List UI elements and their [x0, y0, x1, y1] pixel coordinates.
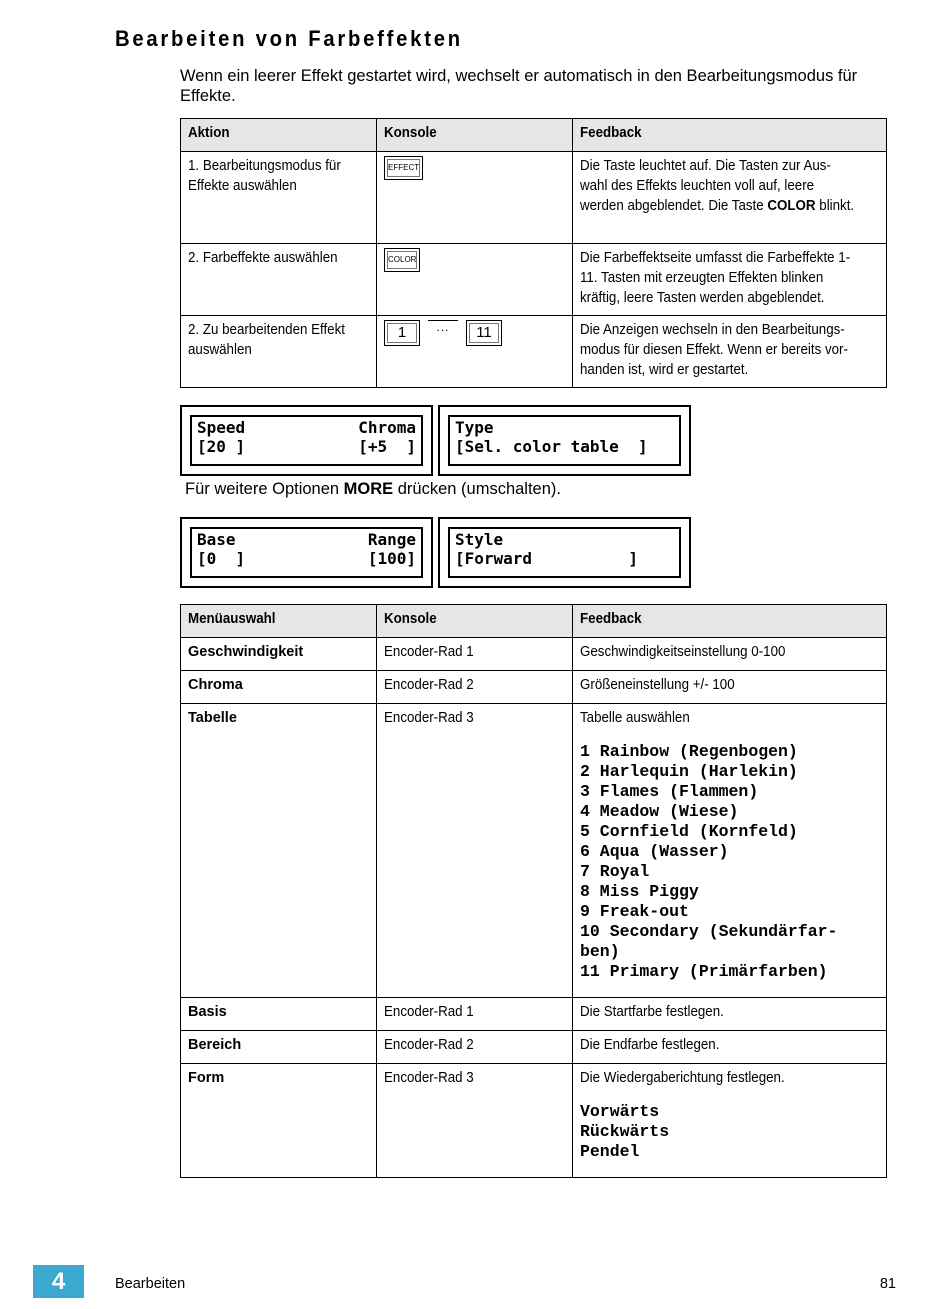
console-cell: [377, 316, 573, 388]
header-menuauswahl: Menüauswahl: [181, 605, 377, 638]
color-table-list: [580, 742, 879, 982]
list-item: 5 Cornfield (Kornfeld): [580, 822, 798, 841]
console-cell: Encoder-Rad 1: [377, 638, 573, 671]
feedback-cell: Die Wiedergaberichtung festlegen. Vorwärts Rückwärts Pendel: [573, 1064, 887, 1178]
feedback-cell: Die Anzeigen wechseln in den Bearbeitungs-modus für diesen Effekt. Wenn er bereits vor-handen ist, wird er gestartet.: [573, 316, 887, 388]
list-item: 9 Freak-out: [580, 902, 689, 921]
table-row: [181, 704, 887, 998]
table-header-row: [181, 119, 887, 152]
menu-cell: Geschwindigkeit: [181, 638, 377, 671]
table-row: [181, 244, 887, 316]
list-item: 6 Aqua (Wasser): [580, 842, 729, 861]
console-cell: [377, 152, 573, 244]
chapter-badge: 4: [33, 1265, 84, 1298]
feedback-cell: Die Taste leuchtet auf. Die Tasten zur Aus-wahl des Effekts leuchten voll auf, leere werden abgeblendet. Die Taste COLOR blinkt.: [573, 152, 887, 244]
menu-cell: Tabelle: [181, 704, 377, 998]
list-item: 3 Flames (Flammen): [580, 782, 759, 801]
list-item: Vorwärts: [580, 1102, 660, 1121]
number-key-1: 1: [384, 320, 420, 346]
console-cell: Encoder-Rad 2: [377, 671, 573, 704]
console-cell: [377, 244, 573, 316]
intro-paragraph: Wenn ein leerer Effekt gestartet wird, wechselt er automatisch in den Bearbeitungsmodus für Effekte.: [180, 67, 858, 105]
header-konsole: Konsole: [377, 119, 573, 152]
menu-cell: Basis: [181, 998, 377, 1031]
feedback-cell: Die Endfarbe festlegen.: [573, 1031, 887, 1064]
effect-key: EFFECT: [384, 156, 423, 180]
table-row: [181, 316, 887, 388]
ellipsis: ...: [428, 320, 458, 333]
table-header-row: [181, 605, 887, 638]
menu-table: [180, 604, 887, 1178]
table-row: [181, 152, 887, 244]
console-cell: Encoder-Rad 3: [377, 1064, 573, 1178]
list-item: 4 Meadow (Wiese): [580, 802, 739, 821]
table-row: [181, 671, 887, 704]
color-key: COLOR: [384, 248, 420, 272]
action-cell: 1. Bearbeitungsmodus für Effekte auswählen: [181, 152, 377, 244]
action-cell: 2. Zu bearbeitenden Effekt auswählen: [181, 316, 377, 388]
feedback-cell: Die Startfarbe festlegen.: [573, 998, 887, 1031]
list-item: Rückwärts: [580, 1122, 670, 1141]
list-item: ben): [580, 942, 620, 961]
menu-cell: Bereich: [181, 1031, 377, 1064]
page-number: 81: [879, 1276, 896, 1292]
table-row: [181, 638, 887, 671]
header-feedback: Feedback: [573, 119, 887, 152]
number-key-11: 11: [466, 320, 502, 346]
feedback-cell: Tabelle auswählen 1 Rainbow (Regenbogen) 2 Harlequin (Harlekin) 3 Flames (Flammen) 4 Meadow (Wiese) 5 Cornfield (Kornfeld) 6 Aqua (Wasser) 7 Royal 8 Miss Piggy 9 Freak-out 10 Secondary (Sekundärfar- ben) 11 Primary (Primärfarben): [573, 704, 887, 998]
header-feedback: Feedback: [573, 605, 887, 638]
direction-list: [580, 1102, 879, 1162]
action-table: [180, 118, 887, 388]
feedback-cell: Größeneinstellung +/- 100: [573, 671, 887, 704]
table-row: [181, 998, 887, 1031]
header-aktion: Aktion: [181, 119, 377, 152]
list-item: 2 Harlequin (Harlekin): [580, 762, 798, 781]
header-konsole: Konsole: [377, 605, 573, 638]
list-item: 1 Rainbow (Regenbogen): [580, 742, 798, 761]
feedback-cell: Die Farbeffektseite umfasst die Farbeffekte 1-11. Tasten mit erzeugten Effekten blinken kräftig, leere Tasten werden abgeblendet.: [573, 244, 887, 316]
list-item: 10 Secondary (Sekundärfar-: [580, 922, 838, 941]
more-hint: Für weitere Optionen MORE drücken (umschalten).: [185, 480, 561, 498]
lcd-display-speed-chroma: Speed Chroma [20 ] [+5 ]: [180, 405, 433, 476]
list-item: 8 Miss Piggy: [580, 882, 699, 901]
console-cell: Encoder-Rad 3: [377, 704, 573, 998]
lcd-display-base-range: Base Range [0 ] [100]: [180, 517, 433, 588]
feedback-cell: Geschwindigkeitseinstellung 0-100: [573, 638, 887, 671]
footer-chapter-label: Bearbeiten: [115, 1276, 186, 1292]
console-cell: Encoder-Rad 2: [377, 1031, 573, 1064]
list-item: 11 Primary (Primärfarben): [580, 962, 828, 981]
console-cell: Encoder-Rad 1: [377, 998, 573, 1031]
lcd-display-type: Type [Sel. color table ]: [438, 405, 691, 476]
list-item: 7 Royal: [580, 862, 650, 881]
menu-cell: Form: [181, 1064, 377, 1178]
menu-cell: Chroma: [181, 671, 377, 704]
table-row: [181, 1031, 887, 1064]
lcd-display-style: Style [Forward ]: [438, 517, 691, 588]
table-row: [181, 1064, 887, 1178]
action-cell: 2. Farbeffekte auswählen: [181, 244, 377, 316]
list-item: Pendel: [580, 1142, 640, 1161]
page-title: Bearbeiten von Farbeffekten: [115, 26, 463, 51]
